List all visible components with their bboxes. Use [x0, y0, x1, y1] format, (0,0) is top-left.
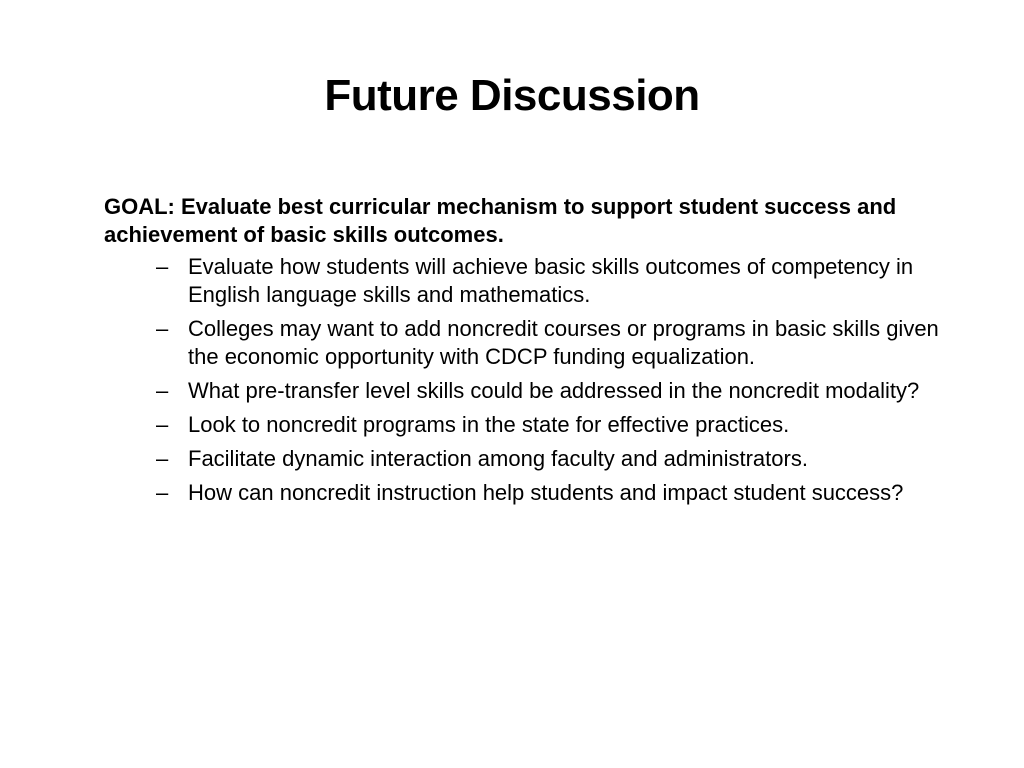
list-item — [156, 253, 954, 309]
dash-bullet-icon: – — [156, 480, 169, 505]
list-item — [156, 315, 954, 371]
dash-bullet-icon: – — [156, 316, 169, 341]
goal-statement: GOAL: Evaluate best curricular mechanism to support student success and achievement of basic skills outcomes. — [104, 194, 897, 247]
list-item — [156, 445, 954, 473]
dash-bullet-icon: – — [156, 254, 169, 279]
list-item — [156, 411, 954, 439]
list-item — [156, 479, 954, 507]
bullet-text: Look to noncredit programs in the state for effective practices. — [188, 412, 790, 437]
bullet-text: Evaluate how students will achieve basic skills outcomes of competency in English language skills and mathematics. — [188, 254, 914, 307]
bullet-text: Facilitate dynamic interaction among faculty and administrators. — [188, 446, 808, 471]
slide-content — [104, 193, 954, 513]
bullet-text: What pre-transfer level skills could be addressed in the noncredit modality? — [188, 378, 920, 403]
dash-bullet-icon: – — [156, 446, 169, 471]
bullet-list — [104, 253, 954, 507]
bullet-text: How can noncredit instruction help students and impact student success? — [188, 480, 904, 505]
dash-bullet-icon: – — [156, 412, 169, 437]
bullet-text: Colleges may want to add noncredit courses or programs in basic skills given the economic opportunity with CDCP funding equalization. — [188, 316, 939, 369]
dash-bullet-icon: – — [156, 378, 169, 403]
slide-title: Future Discussion — [324, 71, 700, 120]
list-item — [156, 377, 954, 405]
